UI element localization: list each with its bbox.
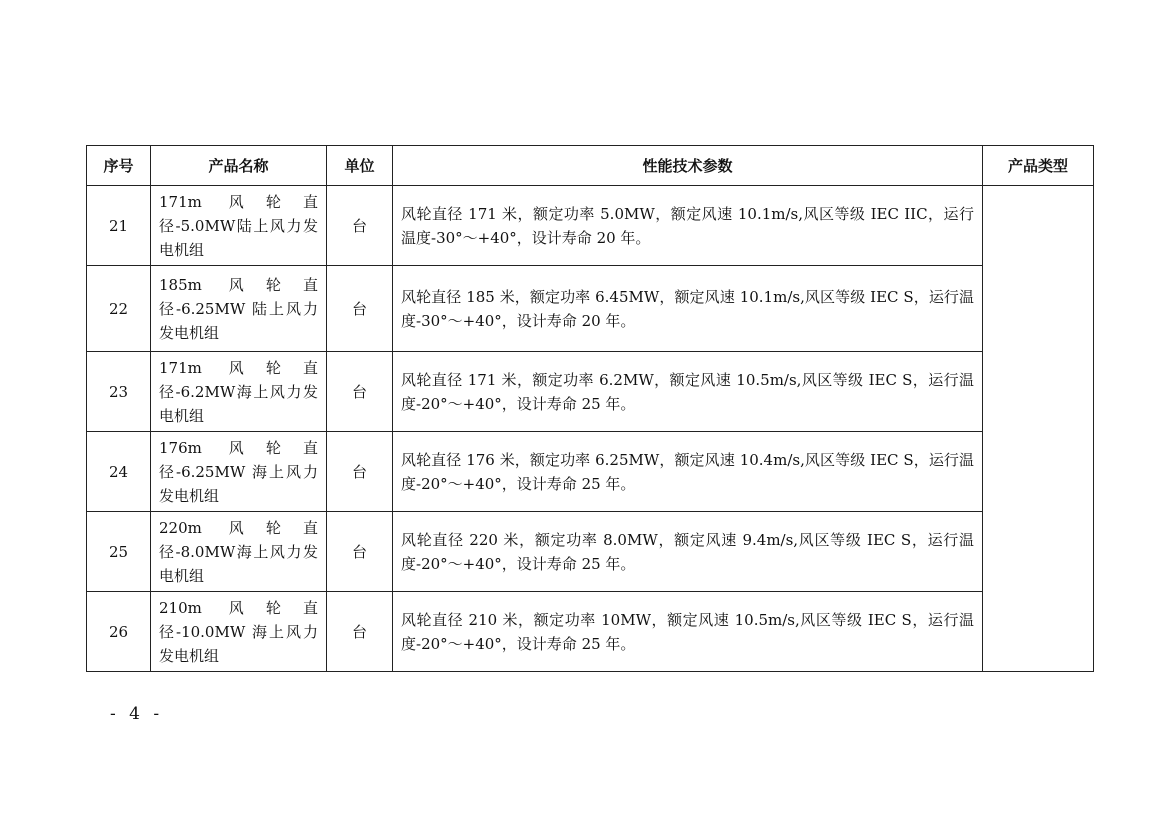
page-number: - 4 -: [110, 704, 164, 724]
row-params: 风轮直径 210 米，额定功率 10MW，额定风速 10.5m/s,风区等级 IEC S，运行温度-20°～+40°，设计寿命 25 年。: [393, 592, 983, 672]
row-product-name: 171m 风轮直径-6.2MW海上风力发电机组: [151, 352, 327, 432]
row-product-name: 220m 风轮直径-8.0MW海上风力发电机组: [151, 512, 327, 592]
row-product-name: 185m 风轮直径-6.25MW 陆上风力发电机组: [151, 266, 327, 352]
row-params: 风轮直径 176 米，额定功率 6.25MW，额定风速 10.4m/s,风区等级 IEC S，运行温度-20°～+40°，设计寿命 25 年。: [393, 432, 983, 512]
table-row: [87, 352, 1094, 432]
row-params: 风轮直径 220 米，额定功率 8.0MW，额定风速 9.4m/s,风区等级 IEC S，运行温度-20°～+40°，设计寿命 25 年。: [393, 512, 983, 592]
row-seq: 23: [87, 352, 151, 432]
row-seq: 22: [87, 266, 151, 352]
row-unit: 台: [327, 266, 393, 352]
row-product-name: 210m 风轮直径-10.0MW 海上风力发电机组: [151, 592, 327, 672]
header-params: 性能技术参数: [393, 146, 983, 186]
row-unit: 台: [327, 592, 393, 672]
table-row: [87, 512, 1094, 592]
table-row: [87, 186, 1094, 266]
row-unit: 台: [327, 186, 393, 266]
table-row: [87, 266, 1094, 352]
row-params: 风轮直径 185 米，额定功率 6.45MW，额定风速 10.1m/s,风区等级 IEC S，运行温度-30°～+40°，设计寿命 20 年。: [393, 266, 983, 352]
row-seq: 24: [87, 432, 151, 512]
row-unit: 台: [327, 432, 393, 512]
table-header-row: [87, 146, 1094, 186]
header-unit: 单位: [327, 146, 393, 186]
row-unit: 台: [327, 352, 393, 432]
header-seq: 序号: [87, 146, 151, 186]
header-type: 产品类型: [983, 146, 1094, 186]
product-type-cell: [983, 186, 1094, 672]
row-product-name: 176m 风轮直径-6.25MW 海上风力发电机组: [151, 432, 327, 512]
row-params: 风轮直径 171 米，额定功率 6.2MW，额定风速 10.5m/s,风区等级 IEC S，运行温度-20°～+40°，设计寿命 25 年。: [393, 352, 983, 432]
row-seq: 25: [87, 512, 151, 592]
row-unit: 台: [327, 512, 393, 592]
table-row: [87, 432, 1094, 512]
table-row: [87, 592, 1094, 672]
product-table-container: [86, 145, 1093, 672]
row-params: 风轮直径 171 米，额定功率 5.0MW，额定风速 10.1m/s,风区等级 IEC IIC，运行温度-30°～+40°，设计寿命 20 年。: [393, 186, 983, 266]
row-seq: 21: [87, 186, 151, 266]
row-seq: 26: [87, 592, 151, 672]
product-table: [86, 145, 1094, 672]
row-product-name: 171m 风轮直径-5.0MW陆上风力发电机组: [151, 186, 327, 266]
header-name: 产品名称: [151, 146, 327, 186]
